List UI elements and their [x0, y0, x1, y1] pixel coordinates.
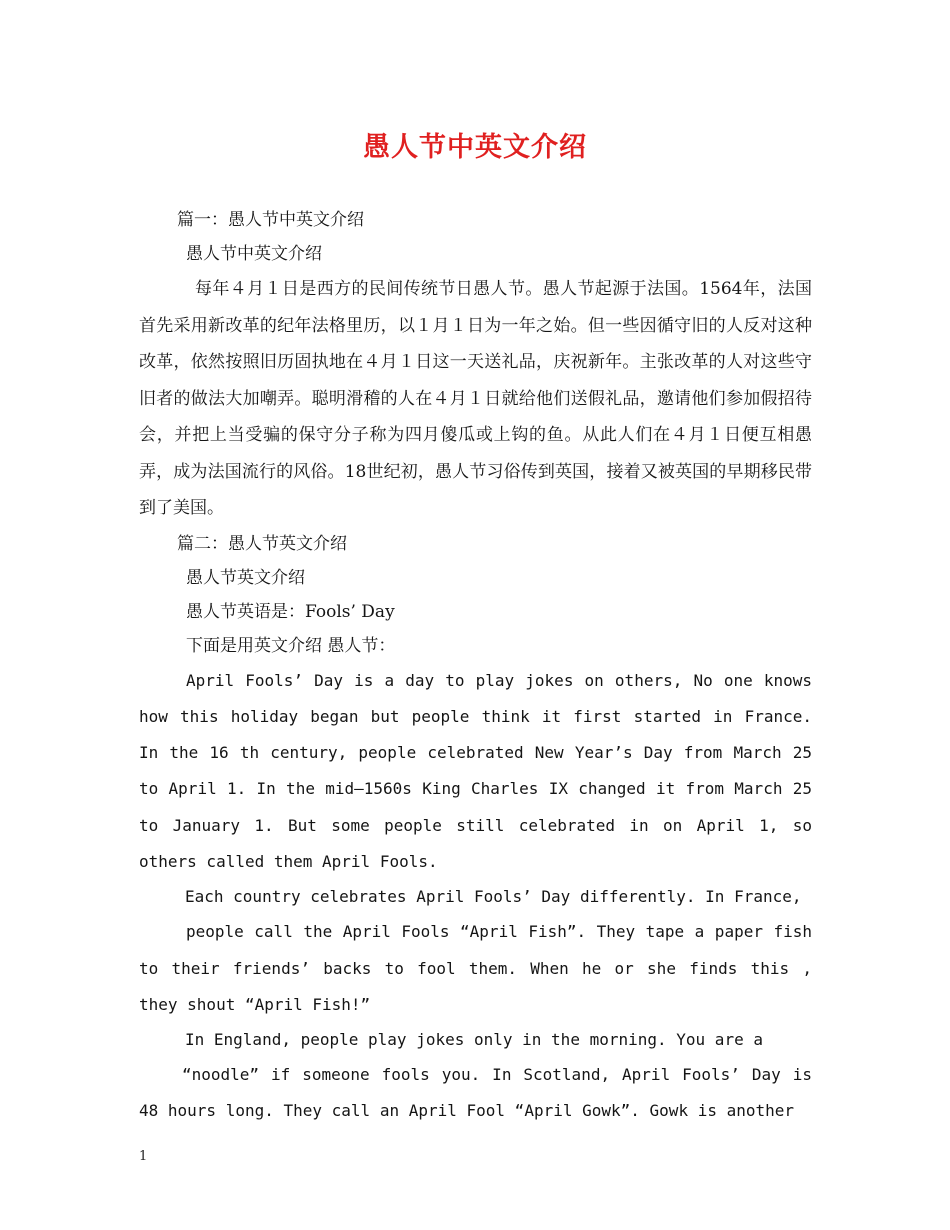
section2-heading: 篇二：愚人节英文介绍: [177, 533, 347, 554]
english-name-line: 愚人节英语是：Fools’ Day: [186, 601, 395, 622]
section2-subheading: 愚人节英文介绍: [186, 567, 305, 588]
english-paragraph: people call the April Fools “April Fish”. They tape a paper fish to their friends’ backs to fool them. When he or she finds this , they shout “April Fish!”: [139, 922, 812, 1014]
page-number: 1: [139, 1149, 148, 1164]
document-title: 愚人节中英文介绍: [363, 132, 587, 163]
english-paragraph: April Fools’ Day is a day to play jokes on others, No one knows how this holiday began but people think it first started in France. In the 16 th century, people celebrated New Year’s Day from March 25 to April 1. In the mid—1560s King Charles IX changed it from March 25 to January 1. But some people still celebrated in on April 1, so others called them April Fools.: [139, 670, 812, 871]
english-paragraph-line: In England, people play jokes only in the morning. You are a: [185, 1030, 763, 1050]
section1-heading: 篇一：愚人节中英文介绍: [177, 210, 364, 230]
section1-subheading: 愚人节中英文介绍: [186, 244, 322, 264]
intro-line: 下面是用英文介绍 愚人节：: [186, 635, 396, 656]
document-body: [139, 203, 812, 1130]
english-paragraph: “noodle” if someone fools you. In Scotland, April Fools’ Day is 48 hours long. They call an April Fool “April Gowk”. Gowk is another: [139, 1065, 812, 1121]
english-paragraph-line: Each country celebrates April Fools’ Day differently. In France,: [185, 887, 802, 907]
section1-paragraph: 每年４月１日是西方的民间传统节日愚人节。愚人节起源于法国。1564年，法国首先采用新改革的纪年法格里历，以１月１日为一年之始。但一些因循守旧的人反对这种改革，依然按照旧历固执地在４月１日这一天送礼品，庆祝新年。主张改革的人对这些守旧者的做法大加嘲弄。聪明滑稽的人在４月１日就给他们送假礼品，邀请他们参加假招待会，并把上当受骗的保守分子称为四月傻瓜或上钩的鱼。从此人们在４月１日便互相愚弄，成为法国流行的风俗。18世纪初，愚人节习俗传到英国，接着又被英国的早期移民带到了美国。: [139, 279, 812, 518]
